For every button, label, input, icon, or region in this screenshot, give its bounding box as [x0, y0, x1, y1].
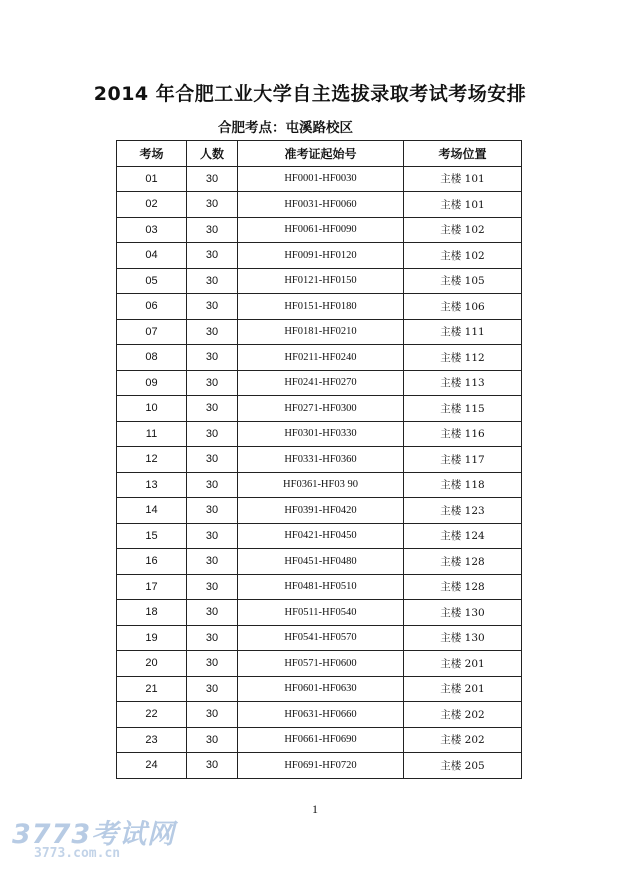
cell-location: 主楼 202	[404, 727, 522, 753]
table-row	[117, 396, 522, 422]
cell-count: 30	[187, 319, 238, 345]
cell-room: 11	[117, 421, 187, 447]
cell-room: 13	[117, 472, 187, 498]
cell-count: 30	[187, 472, 238, 498]
cell-room: 16	[117, 549, 187, 575]
cell-room: 12	[117, 447, 187, 473]
cell-room: 22	[117, 702, 187, 728]
table-row	[117, 574, 522, 600]
table-row	[117, 345, 522, 371]
cell-location: 主楼 101	[404, 166, 522, 192]
cell-room: 03	[117, 217, 187, 243]
cell-ticket-range: HF0151-HF0180	[238, 294, 404, 320]
cell-count: 30	[187, 370, 238, 396]
cell-location: 主楼 112	[404, 345, 522, 371]
cell-count: 30	[187, 523, 238, 549]
cell-ticket-range: HF0241-HF0270	[238, 370, 404, 396]
cell-ticket-range: HF0691-HF0720	[238, 753, 404, 779]
cell-ticket-range: HF0211-HF0240	[238, 345, 404, 371]
cell-count: 30	[187, 447, 238, 473]
table-row	[117, 549, 522, 575]
cell-location: 主楼 115	[404, 396, 522, 422]
cell-location: 主楼 201	[404, 676, 522, 702]
cell-ticket-range: HF0301-HF0330	[238, 421, 404, 447]
cell-location: 主楼 113	[404, 370, 522, 396]
cell-count: 30	[187, 294, 238, 320]
table-row	[117, 676, 522, 702]
table-row	[117, 447, 522, 473]
cell-location: 主楼 130	[404, 600, 522, 626]
cell-count: 30	[187, 625, 238, 651]
table-row	[117, 651, 522, 677]
cell-ticket-range: HF0511-HF0540	[238, 600, 404, 626]
table-row	[117, 294, 522, 320]
table-row	[117, 523, 522, 549]
cell-ticket-range: HF0631-HF0660	[238, 702, 404, 728]
cell-location: 主楼 117	[404, 447, 522, 473]
cell-location: 主楼 102	[404, 243, 522, 269]
table-row	[117, 217, 522, 243]
table-row	[117, 421, 522, 447]
cell-count: 30	[187, 345, 238, 371]
table-row	[117, 472, 522, 498]
cell-location: 主楼 202	[404, 702, 522, 728]
cell-room: 10	[117, 396, 187, 422]
exam-site-subtitle: 合肥考点：屯溪路校区	[218, 120, 353, 136]
cell-location: 主楼 106	[404, 294, 522, 320]
cell-room: 09	[117, 370, 187, 396]
page-number: 1	[312, 802, 318, 816]
watermark-logo: 3773考试网	[12, 819, 176, 850]
header-count: 人数	[187, 141, 238, 167]
cell-room: 18	[117, 600, 187, 626]
table-row	[117, 268, 522, 294]
document-title: 2014 年合肥工业大学自主选拔录取考试考场安排	[93, 83, 527, 105]
cell-ticket-range: HF0061-HF0090	[238, 217, 404, 243]
table-row	[117, 243, 522, 269]
cell-room: 04	[117, 243, 187, 269]
table-row	[117, 727, 522, 753]
cell-ticket-range: HF0541-HF0570	[238, 625, 404, 651]
cell-count: 30	[187, 166, 238, 192]
header-room: 考场	[117, 141, 187, 167]
cell-ticket-range: HF0331-HF0360	[238, 447, 404, 473]
header-ticket-range: 准考证起始号	[238, 141, 404, 167]
watermark-url: 3773.com.cn	[34, 846, 121, 861]
cell-count: 30	[187, 243, 238, 269]
cell-count: 30	[187, 651, 238, 677]
table-row	[117, 192, 522, 218]
cell-location: 主楼 205	[404, 753, 522, 779]
cell-ticket-range: HF0661-HF0690	[238, 727, 404, 753]
cell-location: 主楼 118	[404, 472, 522, 498]
cell-count: 30	[187, 600, 238, 626]
cell-location: 主楼 128	[404, 574, 522, 600]
cell-location: 主楼 102	[404, 217, 522, 243]
table-row	[117, 166, 522, 192]
cell-location: 主楼 128	[404, 549, 522, 575]
cell-ticket-range: HF0181-HF0210	[238, 319, 404, 345]
cell-room: 02	[117, 192, 187, 218]
cell-room: 23	[117, 727, 187, 753]
cell-room: 19	[117, 625, 187, 651]
cell-ticket-range: HF0481-HF0510	[238, 574, 404, 600]
cell-count: 30	[187, 574, 238, 600]
table-body	[117, 166, 522, 778]
table-row	[117, 370, 522, 396]
cell-location: 主楼 101	[404, 192, 522, 218]
cell-count: 30	[187, 549, 238, 575]
cell-ticket-range: HF0001-HF0030	[238, 166, 404, 192]
cell-count: 30	[187, 396, 238, 422]
cell-ticket-range: HF0031-HF0060	[238, 192, 404, 218]
cell-ticket-range: HF0421-HF0450	[238, 523, 404, 549]
cell-room: 17	[117, 574, 187, 600]
cell-location: 主楼 111	[404, 319, 522, 345]
table-header-row	[117, 141, 522, 167]
cell-count: 30	[187, 217, 238, 243]
cell-count: 30	[187, 753, 238, 779]
table-row	[117, 498, 522, 524]
cell-location: 主楼 116	[404, 421, 522, 447]
cell-count: 30	[187, 498, 238, 524]
header-location: 考场位置	[404, 141, 522, 167]
cell-room: 24	[117, 753, 187, 779]
cell-ticket-range: HF0091-HF0120	[238, 243, 404, 269]
cell-ticket-range: HF0271-HF0300	[238, 396, 404, 422]
table-row	[117, 753, 522, 779]
cell-ticket-range: HF0361-HF03 90	[238, 472, 404, 498]
cell-room: 21	[117, 676, 187, 702]
cell-count: 30	[187, 192, 238, 218]
cell-count: 30	[187, 676, 238, 702]
cell-room: 06	[117, 294, 187, 320]
cell-location: 主楼 124	[404, 523, 522, 549]
cell-ticket-range: HF0601-HF0630	[238, 676, 404, 702]
exam-room-table	[116, 140, 522, 779]
cell-room: 15	[117, 523, 187, 549]
table-row	[117, 702, 522, 728]
cell-count: 30	[187, 727, 238, 753]
cell-location: 主楼 130	[404, 625, 522, 651]
cell-ticket-range: HF0121-HF0150	[238, 268, 404, 294]
cell-room: 14	[117, 498, 187, 524]
cell-ticket-range: HF0451-HF0480	[238, 549, 404, 575]
cell-location: 主楼 105	[404, 268, 522, 294]
cell-count: 30	[187, 268, 238, 294]
cell-count: 30	[187, 702, 238, 728]
cell-room: 08	[117, 345, 187, 371]
cell-ticket-range: HF0391-HF0420	[238, 498, 404, 524]
cell-room: 07	[117, 319, 187, 345]
cell-ticket-range: HF0571-HF0600	[238, 651, 404, 677]
cell-location: 主楼 201	[404, 651, 522, 677]
cell-count: 30	[187, 421, 238, 447]
cell-room: 05	[117, 268, 187, 294]
table-row	[117, 625, 522, 651]
table-row	[117, 600, 522, 626]
cell-room: 20	[117, 651, 187, 677]
cell-location: 主楼 123	[404, 498, 522, 524]
table-row	[117, 319, 522, 345]
cell-room: 01	[117, 166, 187, 192]
